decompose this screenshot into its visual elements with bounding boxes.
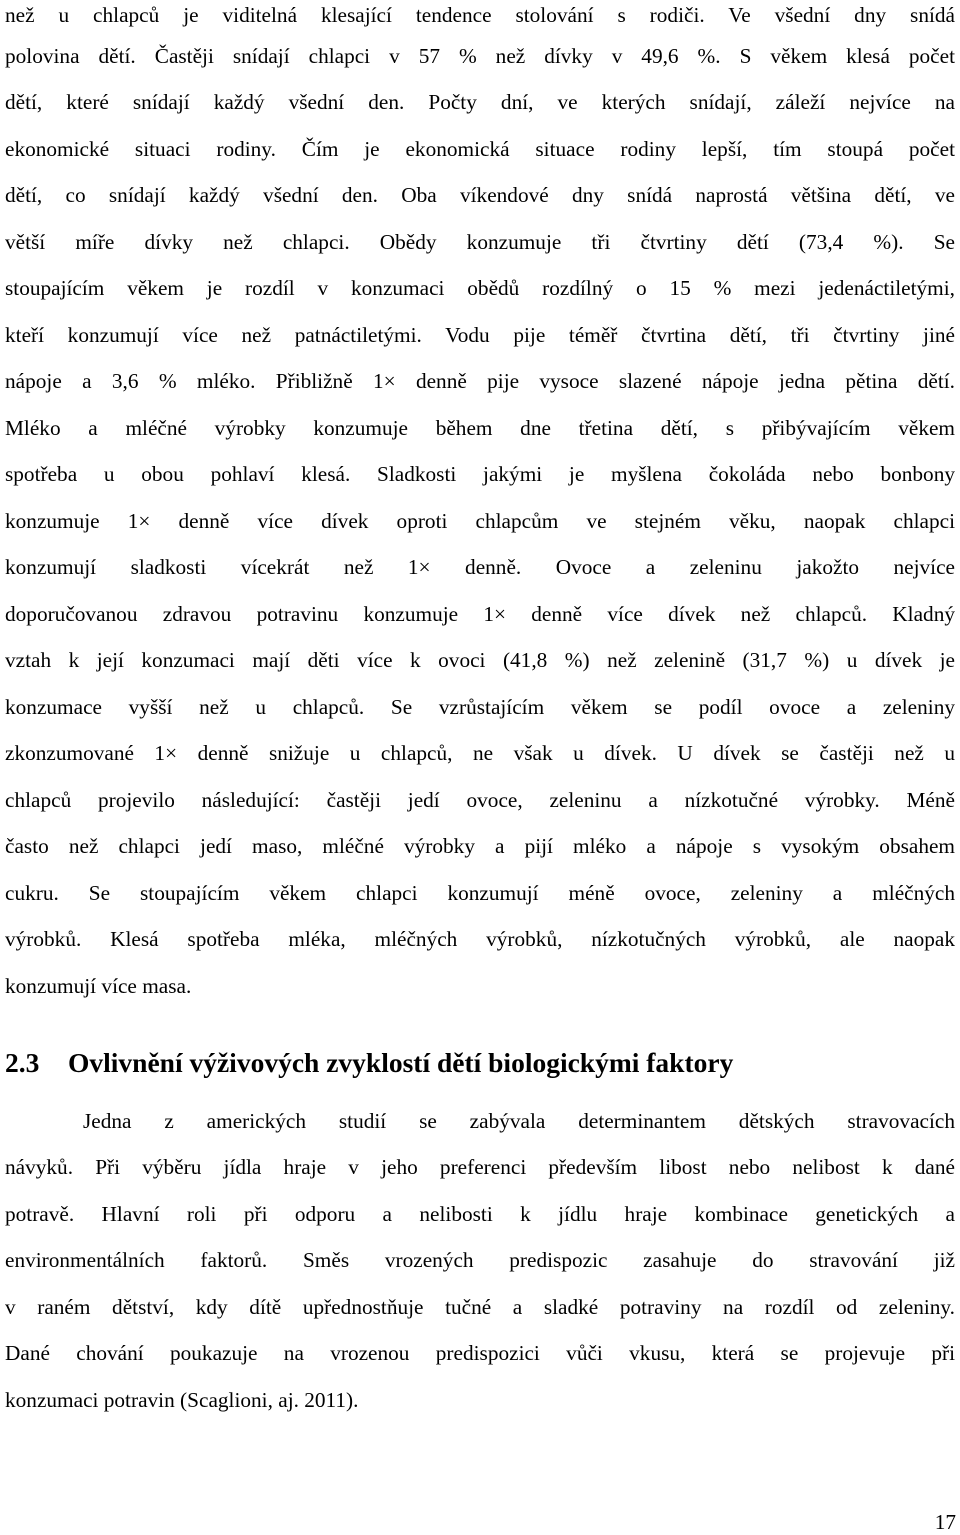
section-heading bbox=[5, 1043, 955, 1083]
text-line: chlapců projevilo následující: častěji jedí ovoce, zeleninu a nízkotučné výrobky. Méně bbox=[5, 788, 955, 812]
text-line: Mléko a mléčné výrobky konzumuje během dne třetina dětí, s přibývajícím věkem bbox=[5, 416, 955, 440]
text-line: konzumují více masa. bbox=[5, 974, 192, 998]
text-line: potravě. Hlavní roli při odporu a nelibosti k jídlu hraje kombinace genetických a bbox=[5, 1202, 955, 1226]
text-line: vztah k její konzumaci mají děti více k ovoci (41,8 %) než zelenině (31,7 %) u dívek je bbox=[5, 648, 955, 672]
section-title: Ovlivnění výživových zvyklostí dětí biologickými faktory bbox=[68, 1047, 734, 1078]
text-line: větší míře dívky než chlapci. Obědy konzumuje tři čtvrtiny dětí (73,4 %). Se bbox=[5, 230, 955, 254]
text-line: dětí, které snídají každý všední den. Počty dní, ve kterých snídají, záleží nejvíce na bbox=[5, 90, 955, 114]
text-line: polovina dětí. Častěji snídají chlapci v 57 % než dívky v 49,6 %. S věkem klesá počet bbox=[5, 44, 955, 68]
text-line: Jedna z amerických studií se zabývala determinantem dětských stravovacích bbox=[83, 1109, 955, 1133]
text-line: environmentálních faktorů. Směs vrozených predispozic zasahuje do stravování již bbox=[5, 1248, 955, 1272]
text-line: spotřeba u obou pohlaví klesá. Sladkosti jakými je myšlena čokoláda nebo bonbony bbox=[5, 462, 955, 486]
text-line: cukru. Se stoupajícím věkem chlapci konzumují méně ovoce, zeleniny a mléčných bbox=[5, 881, 955, 905]
text-line: návyků. Při výběru jídla hraje v jeho preferenci především libost nebo nelibost k dané bbox=[5, 1155, 955, 1179]
text-line: kteří konzumují více než patnáctiletými. Vodu pije téměř čtvrtina dětí, tři čtvrtiny jiné bbox=[5, 323, 955, 347]
text-line: v raném dětství, kdy dítě upřednostňuje tučné a sladké potraviny na rozdíl od zeleniny. bbox=[5, 1295, 955, 1319]
text-line: konzumaci potravin (Scaglioni, aj. 2011). bbox=[5, 1388, 359, 1412]
text-line: zkonzumované 1× denně snižuje u chlapců, ne však u dívek. U dívek se častěji než u bbox=[5, 741, 955, 765]
text-line: konzumují sladkosti vícekrát než 1× denně. Ovoce a zeleninu jakožto nejvíce bbox=[5, 555, 955, 579]
text-line: konzumuje 1× denně více dívek oproti chlapcům ve stejném věku, naopak chlapci bbox=[5, 509, 955, 533]
text-line: Dané chování poukazuje na vrozenou predispozici vůči vkusu, která se projevuje při bbox=[5, 1341, 955, 1365]
text-line: než u chlapců je viditelná klesající tendence stolování s rodiči. Ve všední dny snídá bbox=[5, 3, 955, 27]
text-line: stoupajícím věkem je rozdíl v konzumaci obědů rozdílný o 15 % mezi jedenáctiletými, bbox=[5, 276, 955, 300]
text-line: doporučovanou zdravou potravinu konzumuje 1× denně více dívek než chlapců. Kladný bbox=[5, 602, 955, 626]
text-line: výrobků. Klesá spotřeba mléka, mléčných výrobků, nízkotučných výrobků, ale naopak bbox=[5, 927, 955, 951]
section-number: 2.3 bbox=[5, 1047, 40, 1078]
text-line: konzumace vyšší než u chlapců. Se vzrůstajícím věkem se podíl ovoce a zeleniny bbox=[5, 695, 955, 719]
text-line: ekonomické situaci rodiny. Čím je ekonomická situace rodiny lepší, tím stoupá počet bbox=[5, 137, 955, 161]
page-number: 17 bbox=[934, 1510, 956, 1534]
text-line: dětí, co snídají každý všední den. Oba víkendové dny snídá naprostá většina dětí, ve bbox=[5, 183, 955, 207]
text-line: nápoje a 3,6 % mléko. Přibližně 1× denně pije vysoce slazené nápoje jedna pětina dětí. bbox=[5, 369, 955, 393]
text-line: často než chlapci jedí maso, mléčné výrobky a pijí mléko a nápoje s vysokým obsahem bbox=[5, 834, 955, 858]
